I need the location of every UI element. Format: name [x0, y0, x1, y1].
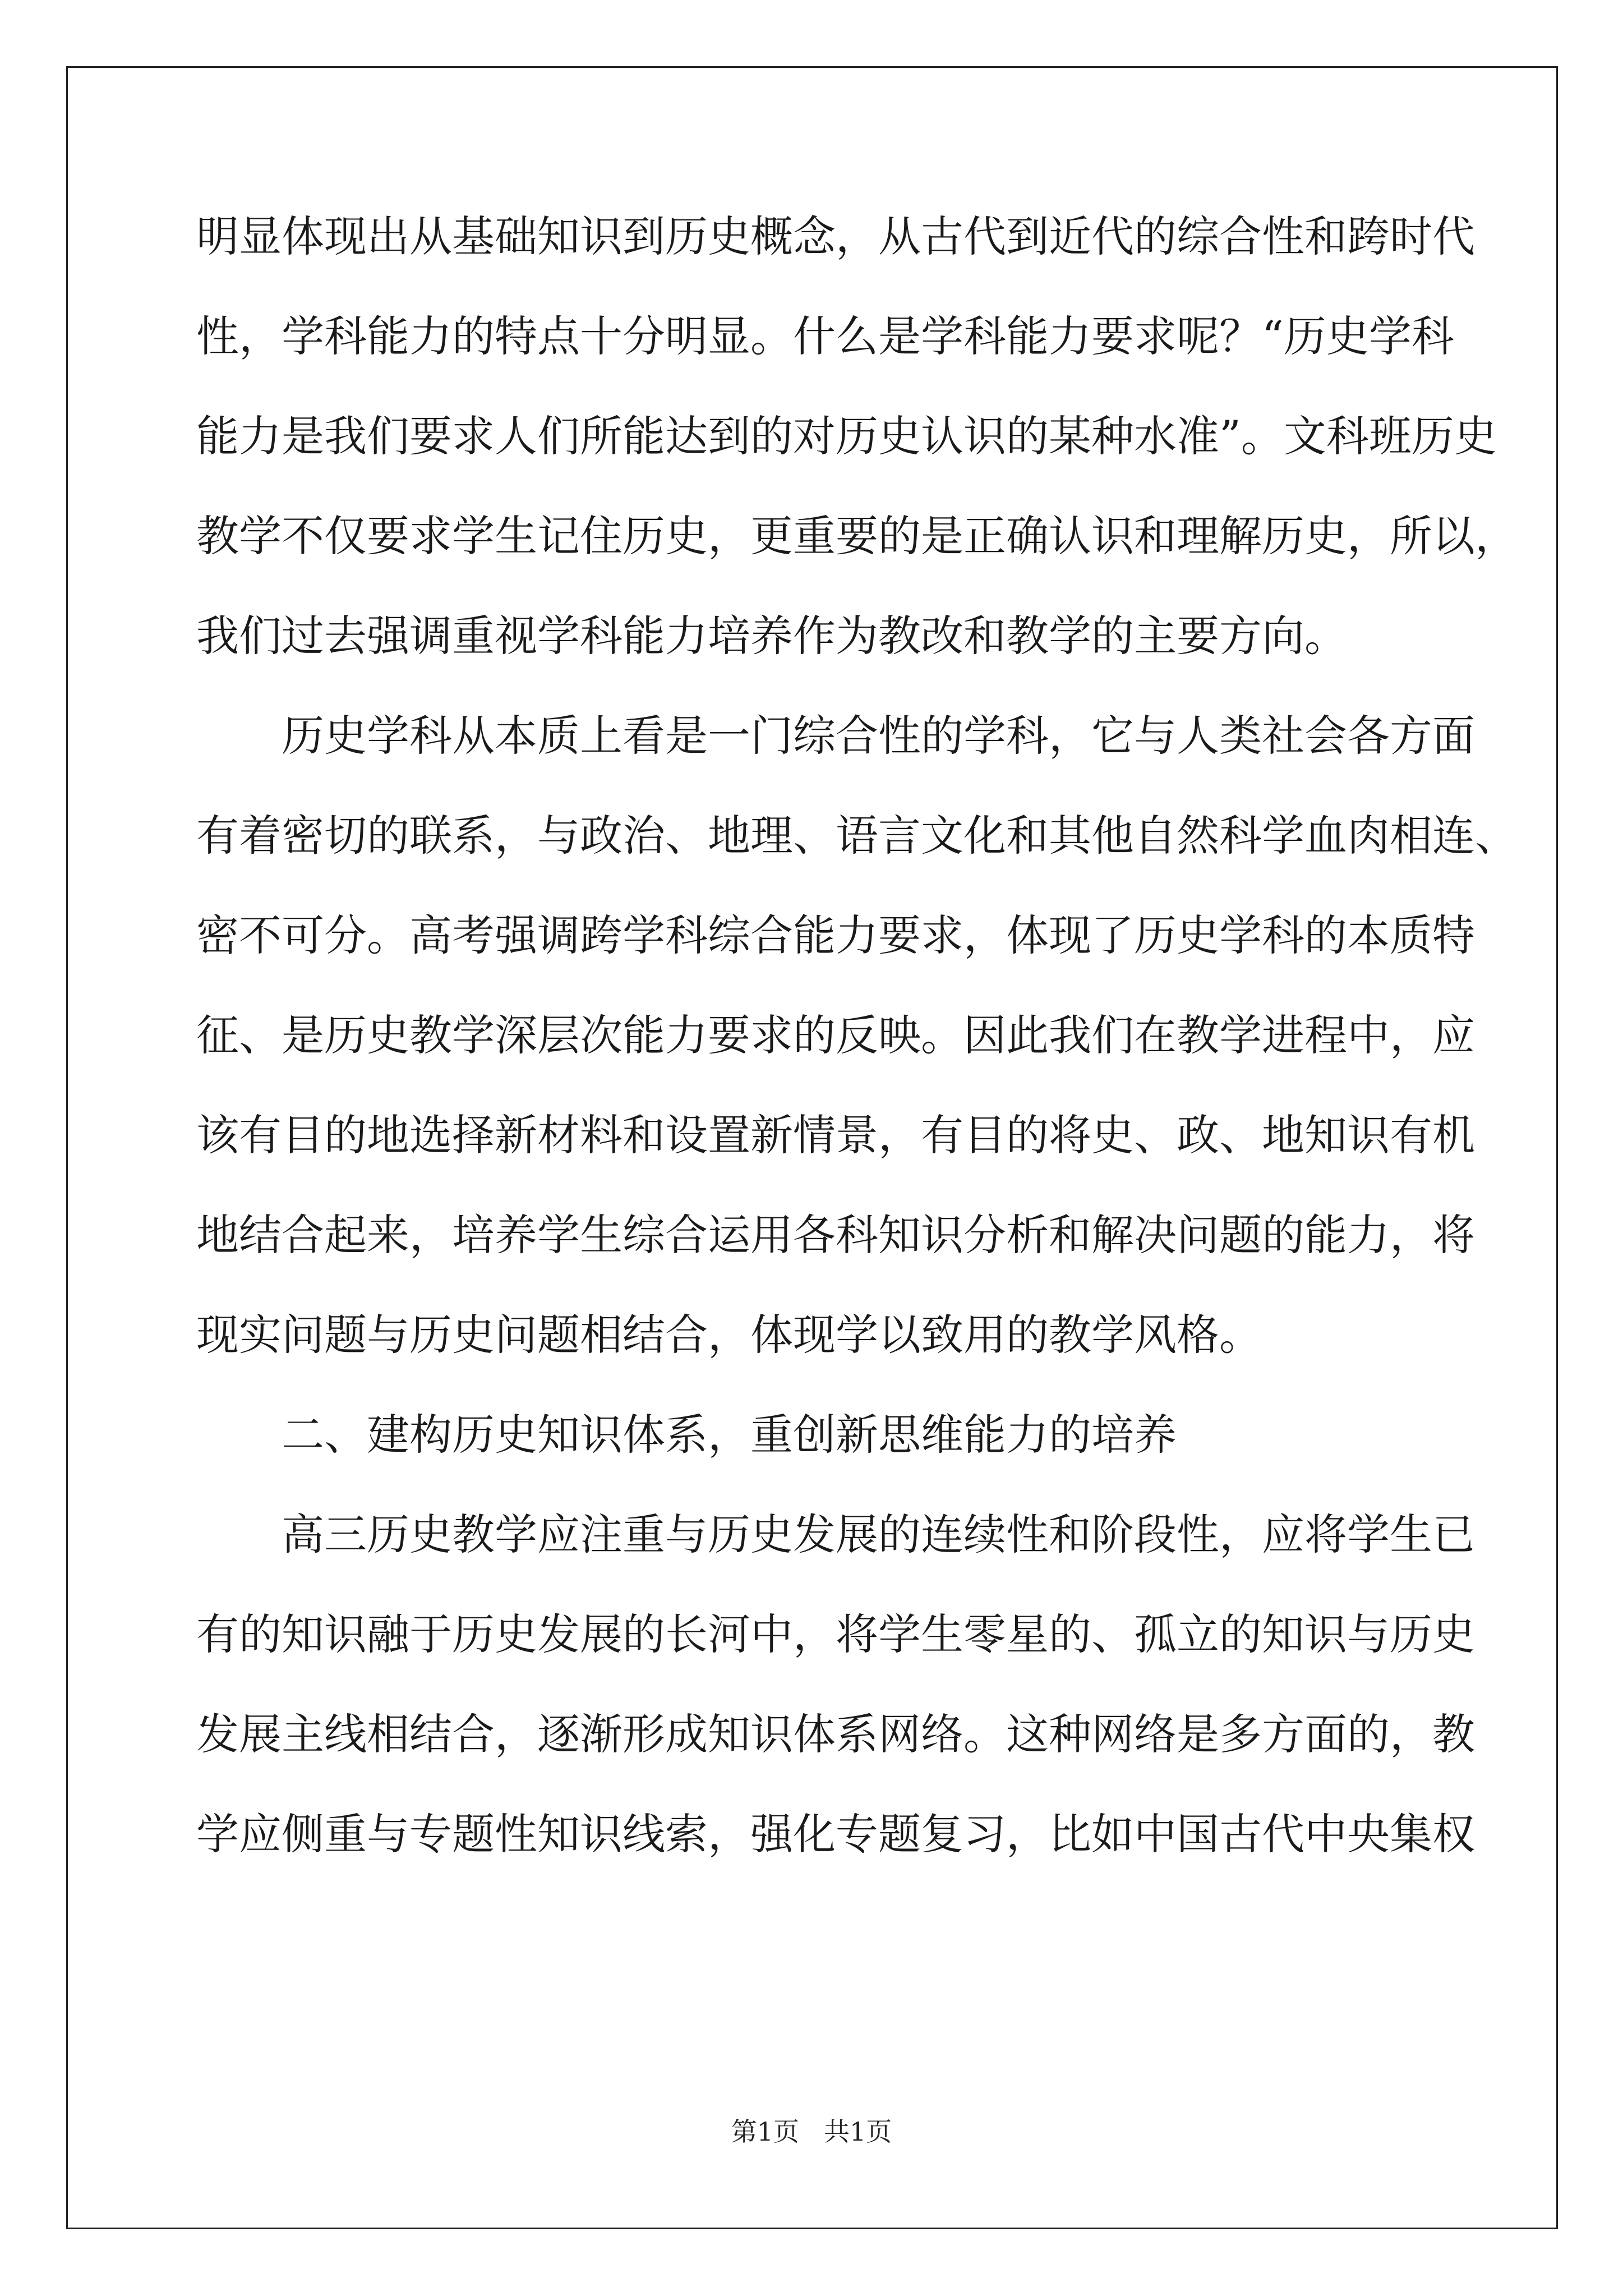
text-line: 有着密切的联系，与政治、地理、语言文化和其他自然科学血肉相连、: [196, 811, 1518, 861]
section-heading: 二、建构历史知识体系，重创新思维能力的培养: [282, 1410, 1177, 1460]
page-total: 共1页: [823, 2116, 892, 2147]
text-line: 该有目的地选择新材料和设置新情景，有目的将史、政、地知识有机: [196, 1110, 1475, 1160]
text-line: 学应侧重与专题性知识线索，强化专题复习，比如中国古代中央集权: [196, 1809, 1475, 1859]
page-number: 第1页: [731, 2116, 800, 2147]
text-line: 我们过去强调重视学科能力培养作为教改和教学的主要方向。: [196, 611, 1347, 661]
text-line: 教学不仅要求学生记住历史，更重要的是正确认识和理解历史，所以，: [196, 511, 1518, 561]
page-footer: [0, 2115, 1623, 2148]
paragraph-first-line: 历史学科从本质上看是一门综合性的学科，它与人类社会各方面: [282, 711, 1475, 761]
text-line: 地结合起来，培养学生综合运用各科知识分析和解决问题的能力，将: [196, 1210, 1475, 1260]
text-line: 能力是我们要求人们所能达到的对历史认识的某种水准”。文科班历史: [196, 411, 1497, 461]
text-line: 征、是历史教学深层次能力要求的反映。因此我们在教学进程中，应: [196, 1010, 1475, 1060]
text-line: 明显体现出从基础知识到历史概念，从古代到近代的综合性和跨时代: [196, 211, 1475, 261]
paragraph-first-line: 高三历史教学应注重与历史发展的连续性和阶段性，应将学生已: [282, 1510, 1475, 1559]
text-line: 发展主线相结合，逐渐形成知识体系网络。这种网络是多方面的，教: [196, 1709, 1475, 1759]
text-line: 性，学科能力的特点十分明显。什么是学科能力要求呢？“历史学科: [196, 311, 1454, 361]
text-line: 密不可分。高考强调跨学科综合能力要求，体现了历史学科的本质特: [196, 910, 1475, 960]
text-line: 现实问题与历史问题相结合，体现学以致用的教学风格。: [196, 1310, 1262, 1360]
text-line: 有的知识融于历史发展的长河中，将学生零星的、孤立的知识与历史: [196, 1609, 1475, 1659]
